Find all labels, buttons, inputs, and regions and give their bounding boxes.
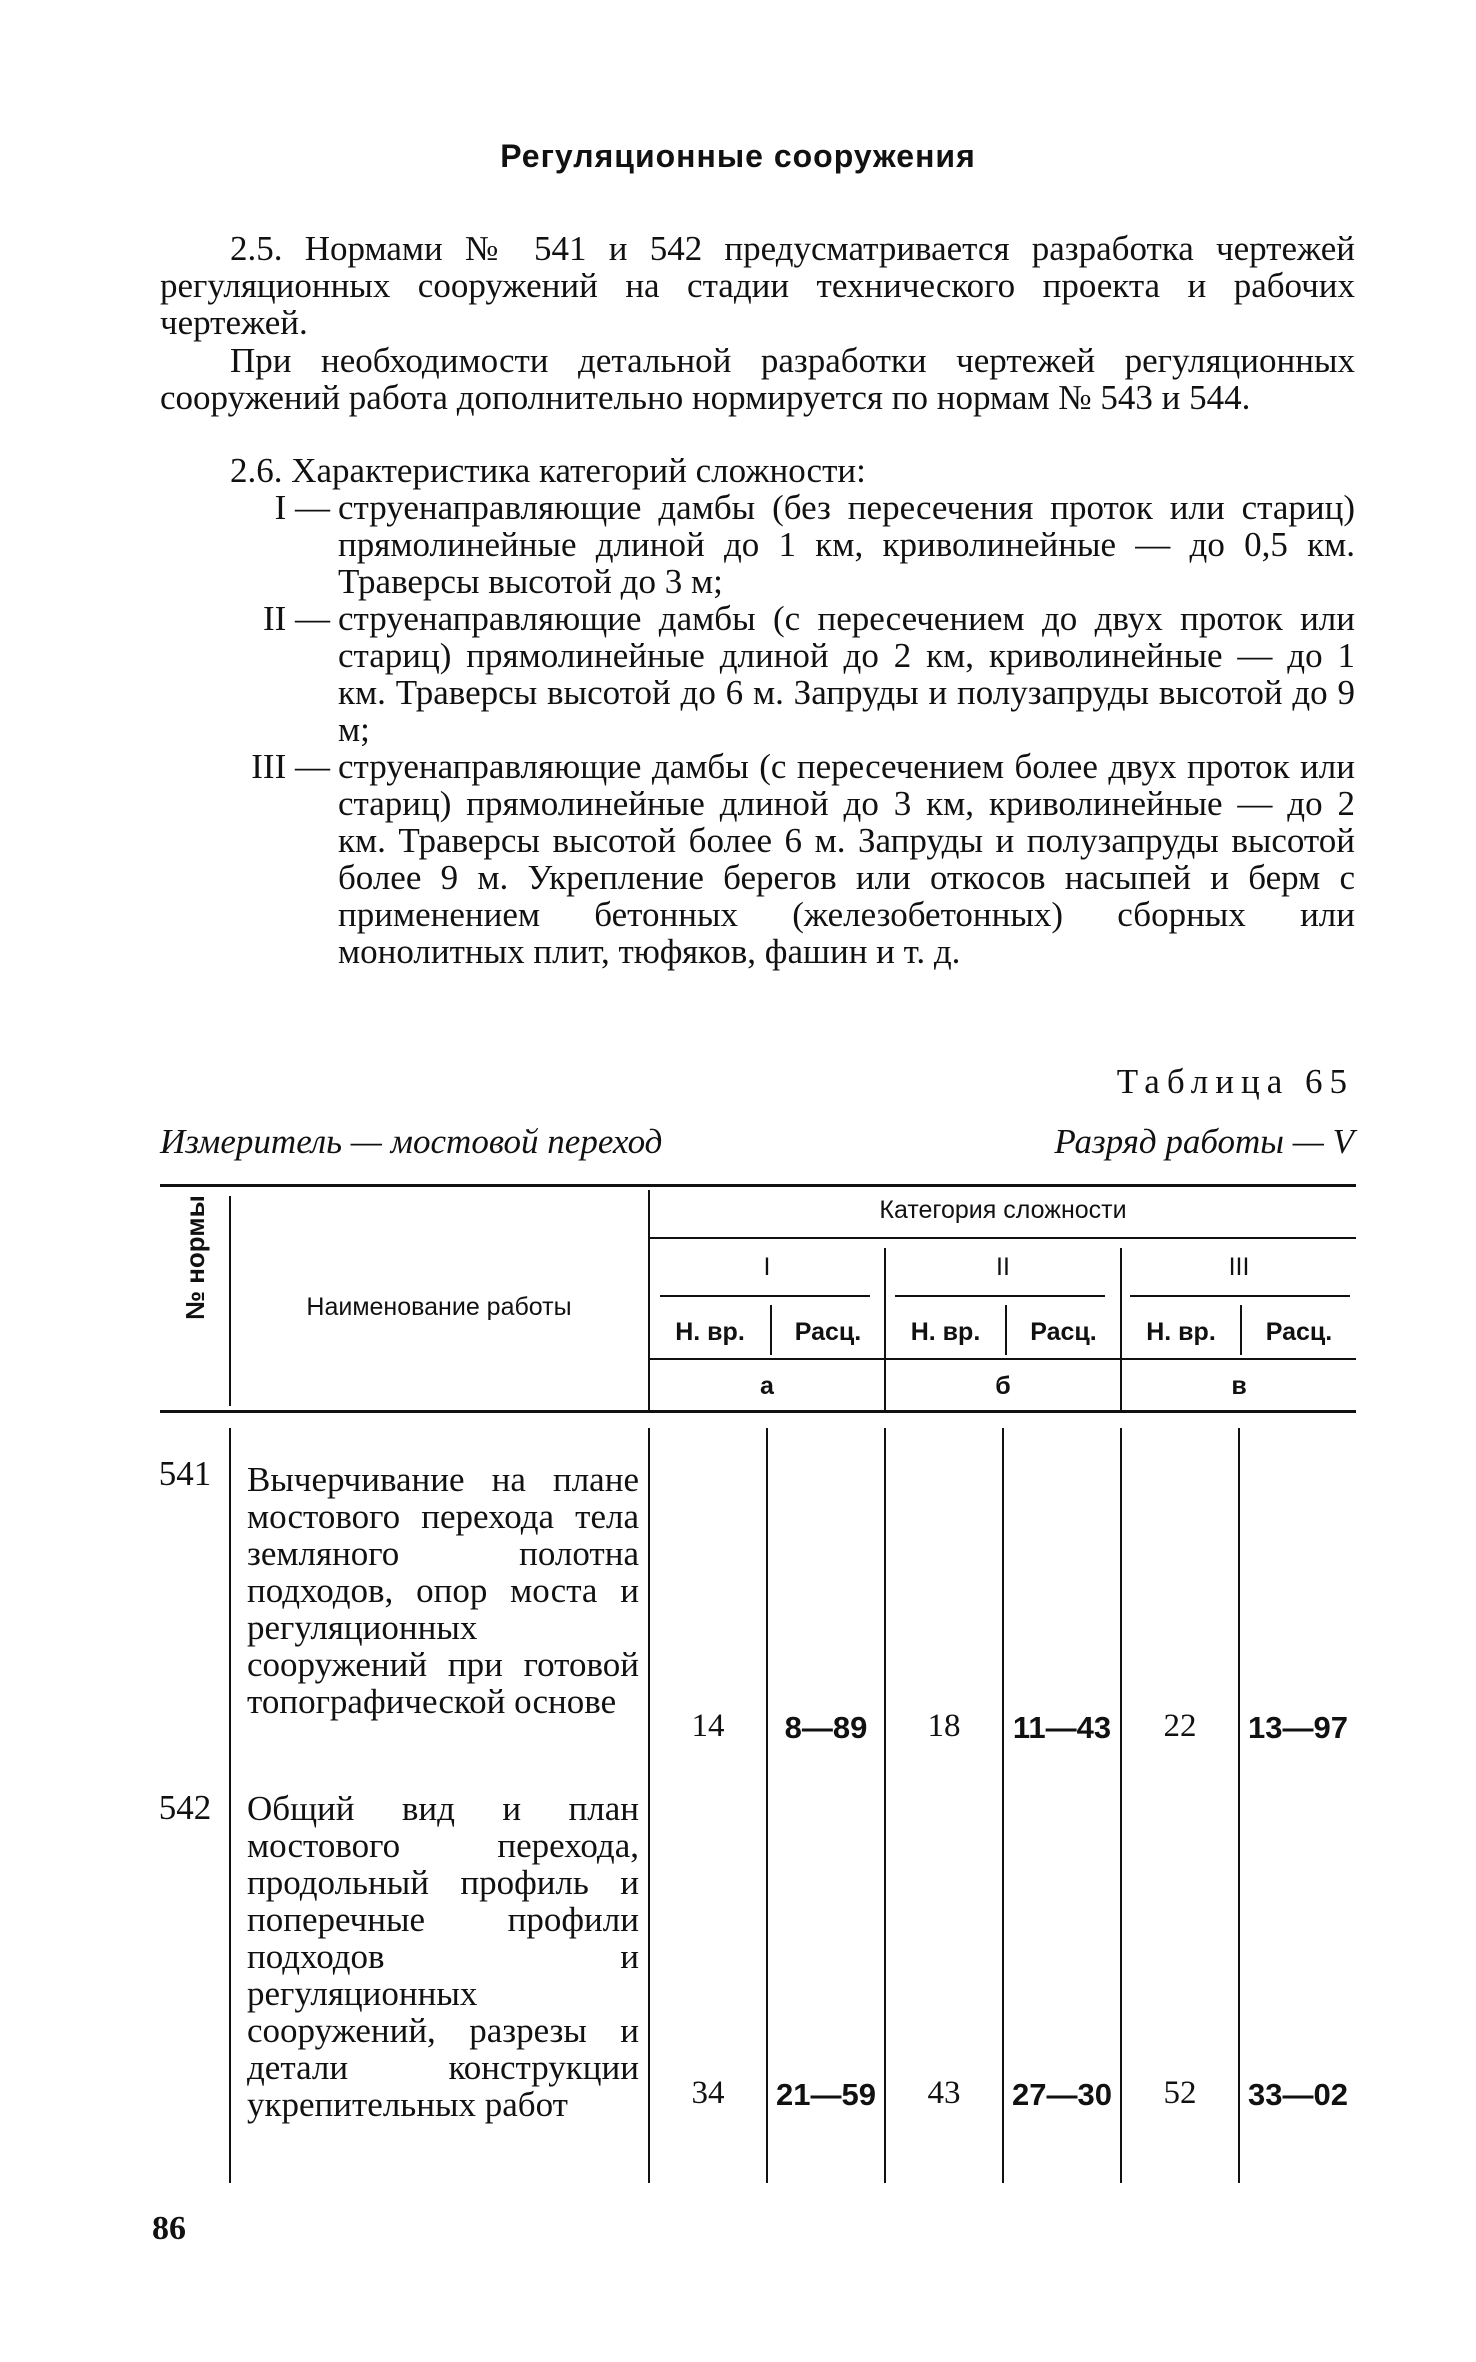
category-text: струенаправляющие дамбы (с пересечением более двух проток или стариц) прямолинейные длиной до 3 км, криволинейные — до 2 км. Траверсы высотой более 6 м. Запруды и полузапруды высотой более 9 м. Укрепление берегов или откосов насыпей и берм с применением бетонных (железобетонных) сборных или монолитных плит, тюфяков, фашин и т. д. [338, 747, 1355, 971]
pay-header-2: Расц. [1030, 1318, 1097, 1346]
category-item-3 [230, 748, 1355, 970]
row-number-542: 542 [158, 1788, 212, 1827]
pay-header-1: Расц. [794, 1318, 862, 1346]
work-name-541: Вычерчивание на плане мостового перехода тела земляного полотна подходов, опор моста и регуляционных сооружений при готовой топографической основе [247, 1460, 639, 1721]
time-542-1: 34 [691, 2075, 725, 2111]
time-542-2: 43 [927, 2075, 961, 2111]
header-bottom-rule [160, 1410, 1356, 1413]
section-heading: Регуляционные сооружения [500, 138, 976, 174]
header-vline-1 [229, 1196, 231, 1406]
pay-541-2: 11—43 [1012, 1710, 1112, 1745]
letter-b: б [995, 1372, 1011, 1400]
paragraph-2-5: 2.5. Нормами № 541 и 542 предусматривается разработка чертежей регуляционных сооружений на стадии технического проекта и рабочих чертежей. [160, 229, 1355, 342]
cat-header-3: III [1228, 1253, 1250, 1281]
category-number: I — [274, 488, 330, 527]
sub-rule [650, 1358, 1356, 1360]
pay-542-2: 27—30 [1012, 2077, 1112, 2112]
cat-rule-2 [895, 1295, 1105, 1297]
category-text: струенаправляющие дамбы (без пересечения проток или стариц) прямолинейные длиной до 1 км, криволинейные — до 0,5 км. Траверсы высотой до 3 м; [338, 488, 1355, 601]
table-top-rule [160, 1184, 1356, 1187]
time-541-1: 14 [691, 1708, 725, 1744]
paragraph-2-6: 2.6. Характеристика категорий сложности: [230, 451, 866, 490]
table-label: Таблица 65 [1116, 1062, 1354, 1101]
time-542-3: 52 [1163, 2075, 1197, 2111]
col-norm-header: № нормы [180, 1195, 210, 1320]
paragraph-additional: При необходимости детальной разработки чертежей регуляционных сооружений работа дополнительно нормируется по нормам № 543 и 544. [160, 341, 1355, 417]
body-vline-5 [1002, 1428, 1004, 2183]
time-header-1: Н. вр. [675, 1318, 745, 1346]
cat-header-2: II [996, 1253, 1010, 1281]
body-vline-3 [766, 1428, 768, 2183]
body-vline-1 [229, 1428, 231, 2183]
cat-rule-1 [660, 1295, 870, 1297]
time-header-3: Н. вр. [1146, 1318, 1216, 1346]
category-number: II — [262, 599, 330, 638]
letter-a: а [760, 1372, 774, 1400]
category-item-2 [230, 600, 1355, 748]
category-item-1 [230, 489, 1355, 600]
body-vline-6 [1120, 1428, 1122, 2183]
pay-541-1: 8—89 [784, 1710, 868, 1745]
measure-unit: Измеритель — мостовой переход [160, 1122, 663, 1161]
cat-rule-3 [1130, 1295, 1350, 1297]
pay-542-1: 21—59 [776, 2077, 876, 2112]
category-number: III — [251, 747, 330, 786]
complexity-header: Категория сложности [879, 1196, 1127, 1224]
col-name-header: Наименование работы [306, 1293, 572, 1321]
time-header-2: Н. вр. [910, 1318, 981, 1346]
body-vline-7 [1238, 1428, 1240, 2183]
pay-542-3: 33—02 [1248, 2077, 1348, 2112]
letter-v: в [1231, 1372, 1247, 1400]
category-text: струенаправляющие дамбы (с пересечением до двух проток или стариц) прямолинейные длиной до 2 км, криволинейные — до 1 км. Траверсы высотой до 6 м. Запруды и полузапруды высотой до 9 м; [338, 599, 1355, 749]
work-grade: Разряд работы — V [1054, 1122, 1354, 1161]
pay-header-3: Расц. [1265, 1318, 1333, 1346]
page-number: 86 [152, 2210, 186, 2247]
complexity-rule [650, 1237, 1356, 1239]
row-number-541: 541 [158, 1454, 212, 1493]
body-vline-4 [884, 1428, 886, 2183]
time-541-3: 22 [1163, 1708, 1197, 1744]
work-name-542: Общий вид и план мостового перехода, продольный профиль и поперечные профили подходов и регуляционных сооружений, разрезы и детали конструкции укрепительных работ [247, 1789, 639, 2124]
pay-541-3: 13—97 [1248, 1710, 1348, 1745]
time-541-2: 18 [927, 1708, 961, 1744]
cat-header-1: I [763, 1253, 771, 1281]
body-vline-2 [648, 1428, 650, 2183]
